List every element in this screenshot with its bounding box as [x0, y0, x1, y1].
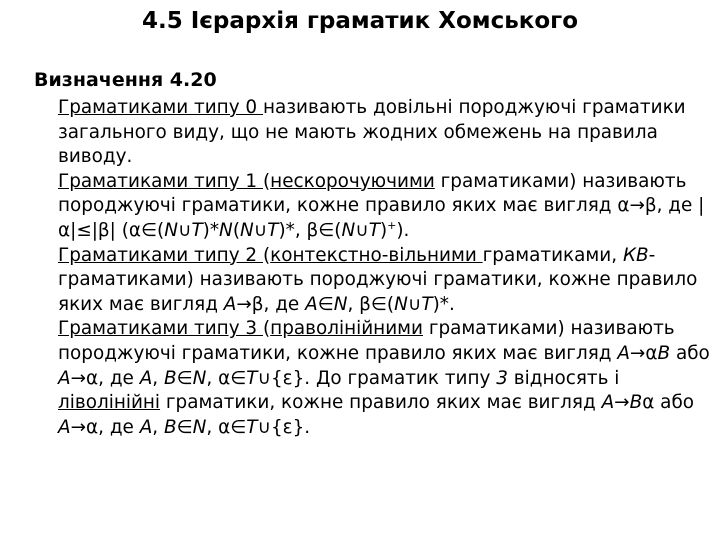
- type2-paragraph: Граматиками типу 2 (контекстно-вільними граматиками, КВ-граматиками) називають породжуючі граматики, кожне правило яких має вигляд A→β, де A∈N, β∈(N∪T)*.: [58, 244, 698, 315]
- type0-paragraph: Граматиками типу 0 називають довільні породжуючі граматики загального виду, що не мають жодних обмежень на правила виводу.: [58, 97, 686, 168]
- type0-term: Граматиками типу 0: [58, 97, 263, 118]
- type1-name: нескорочуючими: [270, 170, 435, 192]
- type1-term: Граматиками типу 1: [58, 170, 263, 192]
- slide-title: 4.5 Ієрархія граматик Хомського: [141, 8, 578, 34]
- definition-body: [58, 96, 713, 440]
- type3-term: Граматиками типу 3: [58, 318, 263, 340]
- type3-paragraph: Граматиками типу 3 (праволінійними граматиками) називають породжуючі граматики, кожне правило яких має вигляд A→αB або A→α, де A, B∈N, α∈T∪{ε}. До граматик типу 3 відносять і ліволінійні граматики, кожне правило яких має вигляд A→Bα або A→α, де A, B∈N, α∈T∪{ε}.: [58, 318, 710, 438]
- definition-heading: Визначення 4.20: [34, 69, 217, 91]
- type1-paragraph: Граматиками типу 1 (нескорочуючими граматиками) називають породжуючі граматики, кожне правило яких має вигляд α→β, де |α|≤|β| (α∈(N∪T)*N(N∪T)*, β∈(N∪T)+).: [58, 170, 705, 241]
- type2-name: контекстно-вільними: [270, 244, 483, 266]
- left-linear-term: ліволінійні: [58, 392, 161, 414]
- type2-term: Граматиками типу 2: [58, 244, 263, 266]
- type3-name: праволінійними: [270, 318, 423, 340]
